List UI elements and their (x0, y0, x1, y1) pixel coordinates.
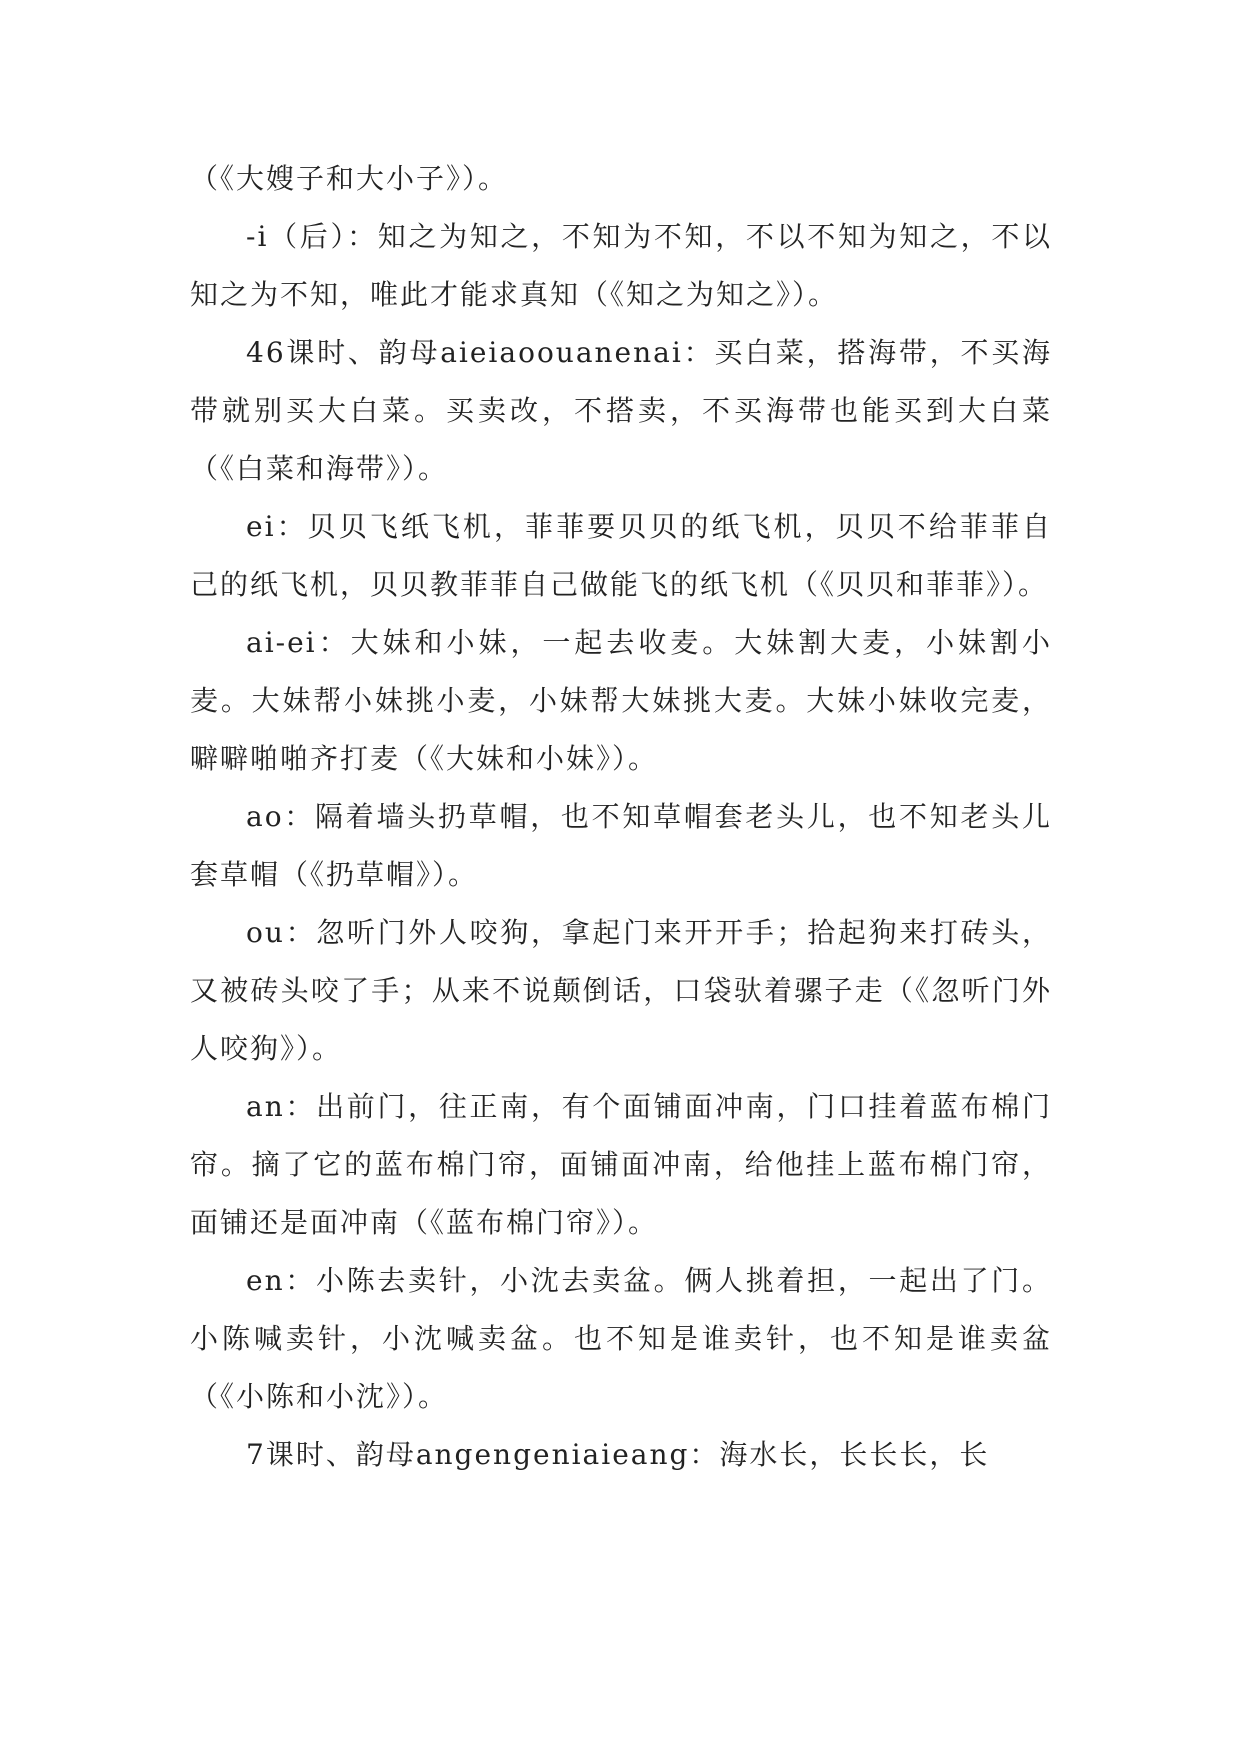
paragraph: 46课时、韵母aieiaoouanenai：买白菜，搭海带，不买海带就别买大白菜。买卖改，不搭卖，不买海带也能买到大白菜（《白菜和海带》）。 (190, 336, 1052, 485)
paragraph: -i（后）：知之为知之，不知为不知，不以不知为知之，不以知之为不知，唯此才能求真知（《知之为知之》）。 (190, 220, 1052, 311)
document-page (190, 150, 1052, 1484)
paragraph: en：小陈去卖针，小沈去卖盆。俩人挑着担，一起出了门。小陈喊卖针，小沈喊卖盆。也不知是谁卖针，也不知是谁卖盆（《小陈和小沈》）。 (190, 1264, 1052, 1413)
paragraph: ao：隔着墙头扔草帽，也不知草帽套老头儿，也不知老头儿套草帽（《扔草帽》）。 (190, 800, 1052, 891)
paragraph: ou：忽听门外人咬狗，拿起门来开开手；拾起狗来打砖头，又被砖头咬了手；从来不说颠倒话，口袋驮着骡子走（《忽听门外人咬狗》）。 (190, 916, 1052, 1065)
paragraph: ai-ei：大妹和小妹，一起去收麦。大妹割大麦，小妹割小麦。大妹帮小妹挑小麦，小妹帮大妹挑大麦。大妹小妹收完麦，噼噼啪啪齐打麦（《大妹和小妹》）。 (190, 626, 1052, 775)
paragraph: 7课时、韵母angengeniaieang：海水长，长长长，长 (246, 1438, 990, 1471)
paragraph: ei：贝贝飞纸飞机，菲菲要贝贝的纸飞机，贝贝不给菲菲自己的纸飞机，贝贝教菲菲自己做能飞的纸飞机（《贝贝和菲菲》）。 (190, 510, 1052, 601)
paragraph: an：出前门，往正南，有个面铺面冲南，门口挂着蓝布棉门帘。摘了它的蓝布棉门帘，面铺面冲南，给他挂上蓝布棉门帘，面铺还是面冲南（《蓝布棉门帘》）。 (190, 1090, 1052, 1239)
paragraph: （《大嫂子和大小子》）。 (190, 162, 509, 195)
